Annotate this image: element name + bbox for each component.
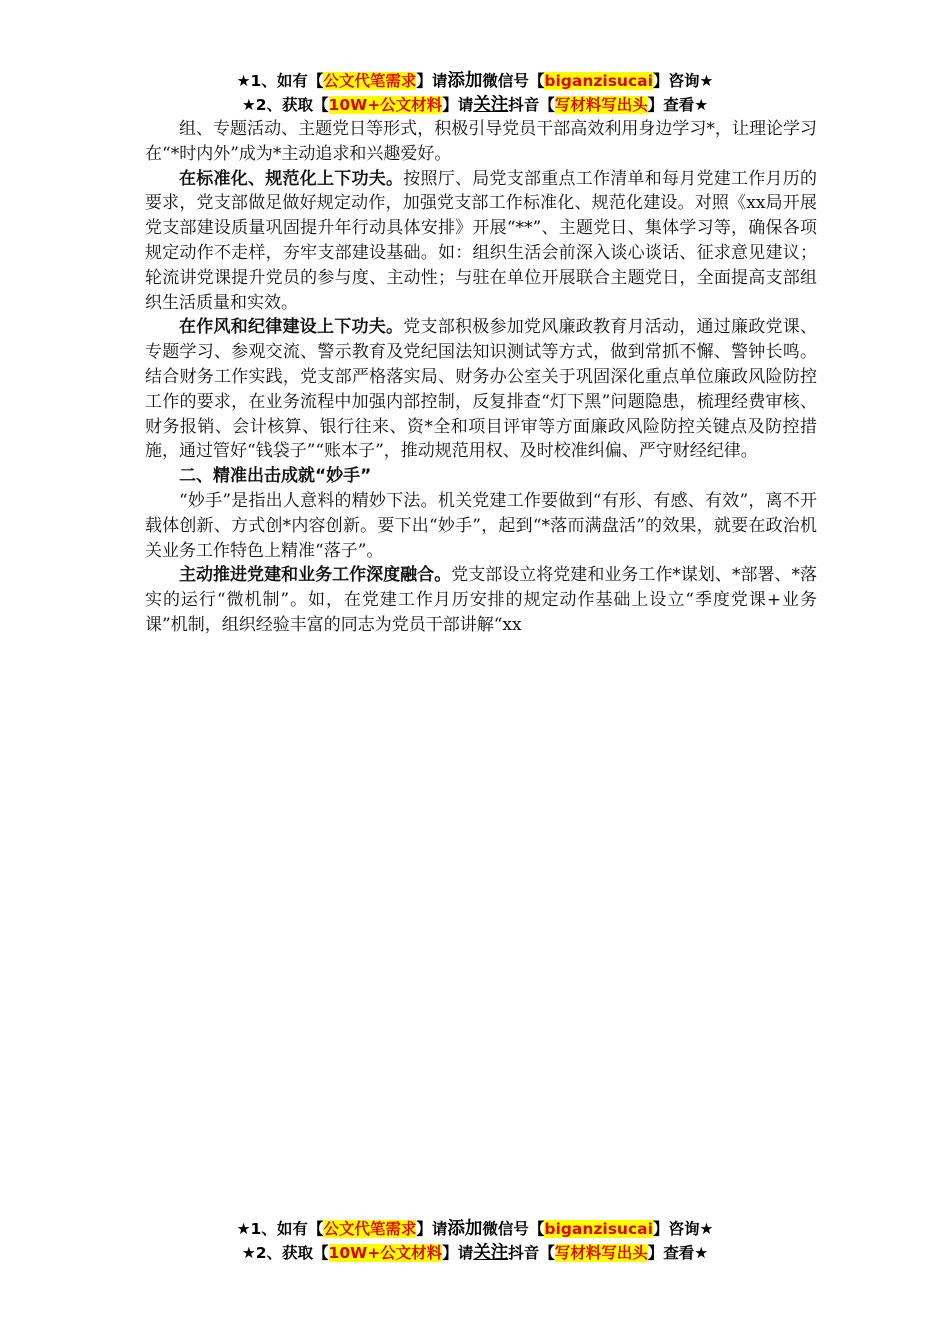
banner-emphasis: 添加: [447, 1219, 483, 1239]
highlight-douyin-id: 写材料写出头: [554, 96, 648, 114]
paragraph-text: 党支部积极参加党风廉政教育月活动，通过廉政党课、专题学习、参观交流、警示教育及党纪国法知识测试等方式，做到常抓不懈、警钟长鸣。结合财务工作实践，党支部严格落实局、财务办公室关于巩固深化重点单位廉政风险防控工作的要求，在业务流程中加强内部控制，反复排查“灯下黑”问题隐患，梳理经费审核、财务报销、会计核算、银行往来、资*全和项目评审等方面廉政风险防控关键点及防控措施，通过管好“钱袋子”“账本子”，推动规范用权、及时校准纠偏、严守财经纪律。: [145, 317, 817, 462]
banner-text: ★1、如有【: [236, 1220, 324, 1238]
banner-line-2: [0, 93, 950, 117]
banner-text: ★2、获取【: [241, 1244, 329, 1262]
banner-emphasis: 添加: [447, 71, 483, 91]
highlight-materials: 10W+公文材料: [328, 1244, 443, 1262]
banner-text: 】请: [442, 1244, 474, 1262]
paragraph-lead: 在标准化、规范化上下功夫。: [179, 168, 404, 189]
banner-line-2: [0, 1241, 950, 1265]
banner-text: 微信号【: [482, 1220, 545, 1238]
paragraph-text: 党支部设立将党建和业务工作*谋划、*部署、*落实的运行“微机制”。如，在党建工作月历安排的规定动作基础上设立“季度党课+业务课”机制，组织经验丰富的同志为党员干部讲解“xx: [145, 565, 818, 635]
banner-text: 抖音【: [508, 1244, 555, 1262]
banner-emphasis: 关注: [473, 1243, 509, 1263]
highlight-service: 公文代笔需求: [323, 1220, 417, 1238]
paragraph: 组、专题活动、主题党日等形式，积极引导党员干部高效利用身边学习*，让理论学习在“*时内外”成为*主动追求和兴趣爱好。: [145, 119, 817, 164]
banner-text: 】请: [442, 96, 474, 114]
paragraph-text: 按照厅、局党支部重点工作清单和每月党建工作月历的要求，党支部做足做好规定动作，加强党支部工作标准化、规范化建设。对照《xx局开展党支部建设质量巩固提升年行动具体安排》开展“**”、主题党日、集体学习等，确保各项规定动作不走样，夯牢支部建设基础。如：组织生活会前深入谈心谈话、征求意见建议；轮流讲党课提升党员的参与度、主动性；与驻在单位开展联合主题党日，全面提高支部组织生活质量和实效。: [145, 168, 817, 313]
header-banner: [0, 69, 950, 117]
banner-text: 微信号【: [482, 72, 545, 90]
banner-text: 】咨询★: [652, 72, 714, 90]
banner-line-1: [0, 1217, 950, 1241]
highlight-materials: 10W+公文材料: [328, 96, 443, 114]
highlight-service: 公文代笔需求: [323, 72, 417, 90]
document-body: [145, 117, 817, 638]
banner-text: 】咨询★: [652, 1220, 714, 1238]
banner-emphasis: 关注: [473, 95, 509, 115]
banner-text: 】查看★: [647, 96, 709, 114]
highlight-wechat-id: biganzisucai: [544, 1220, 653, 1238]
footer-banner: [0, 1217, 950, 1265]
banner-text: 抖音【: [508, 96, 555, 114]
paragraph: [145, 563, 817, 637]
banner-text: 】请: [416, 1220, 448, 1238]
paragraph: “妙手”是指出人意料的精妙下法。机关党建工作要做到“有形、有感、有效”，离不开载体创新、方式创*内容创新。要下出“妙手”，起到“*落而满盘活”的效果，就要在政治机关业务工作特色上精准“落子”。: [145, 490, 817, 561]
banner-text: 】查看★: [647, 1244, 709, 1262]
banner-text: 】请: [416, 72, 448, 90]
section-heading: 二、精准出击成就“妙手”: [179, 466, 372, 487]
paragraph: [145, 315, 817, 464]
banner-text: ★1、如有【: [236, 72, 324, 90]
banner-text: ★2、获取【: [241, 96, 329, 114]
paragraph-lead: 在作风和纪律建设上下功夫。: [179, 317, 404, 338]
paragraph: [145, 167, 817, 316]
highlight-wechat-id: biganzisucai: [544, 72, 653, 90]
banner-line-1: [0, 69, 950, 93]
highlight-douyin-id: 写材料写出头: [554, 1244, 648, 1262]
paragraph-lead: 主动推进党建和业务工作深度融合。: [179, 565, 452, 586]
